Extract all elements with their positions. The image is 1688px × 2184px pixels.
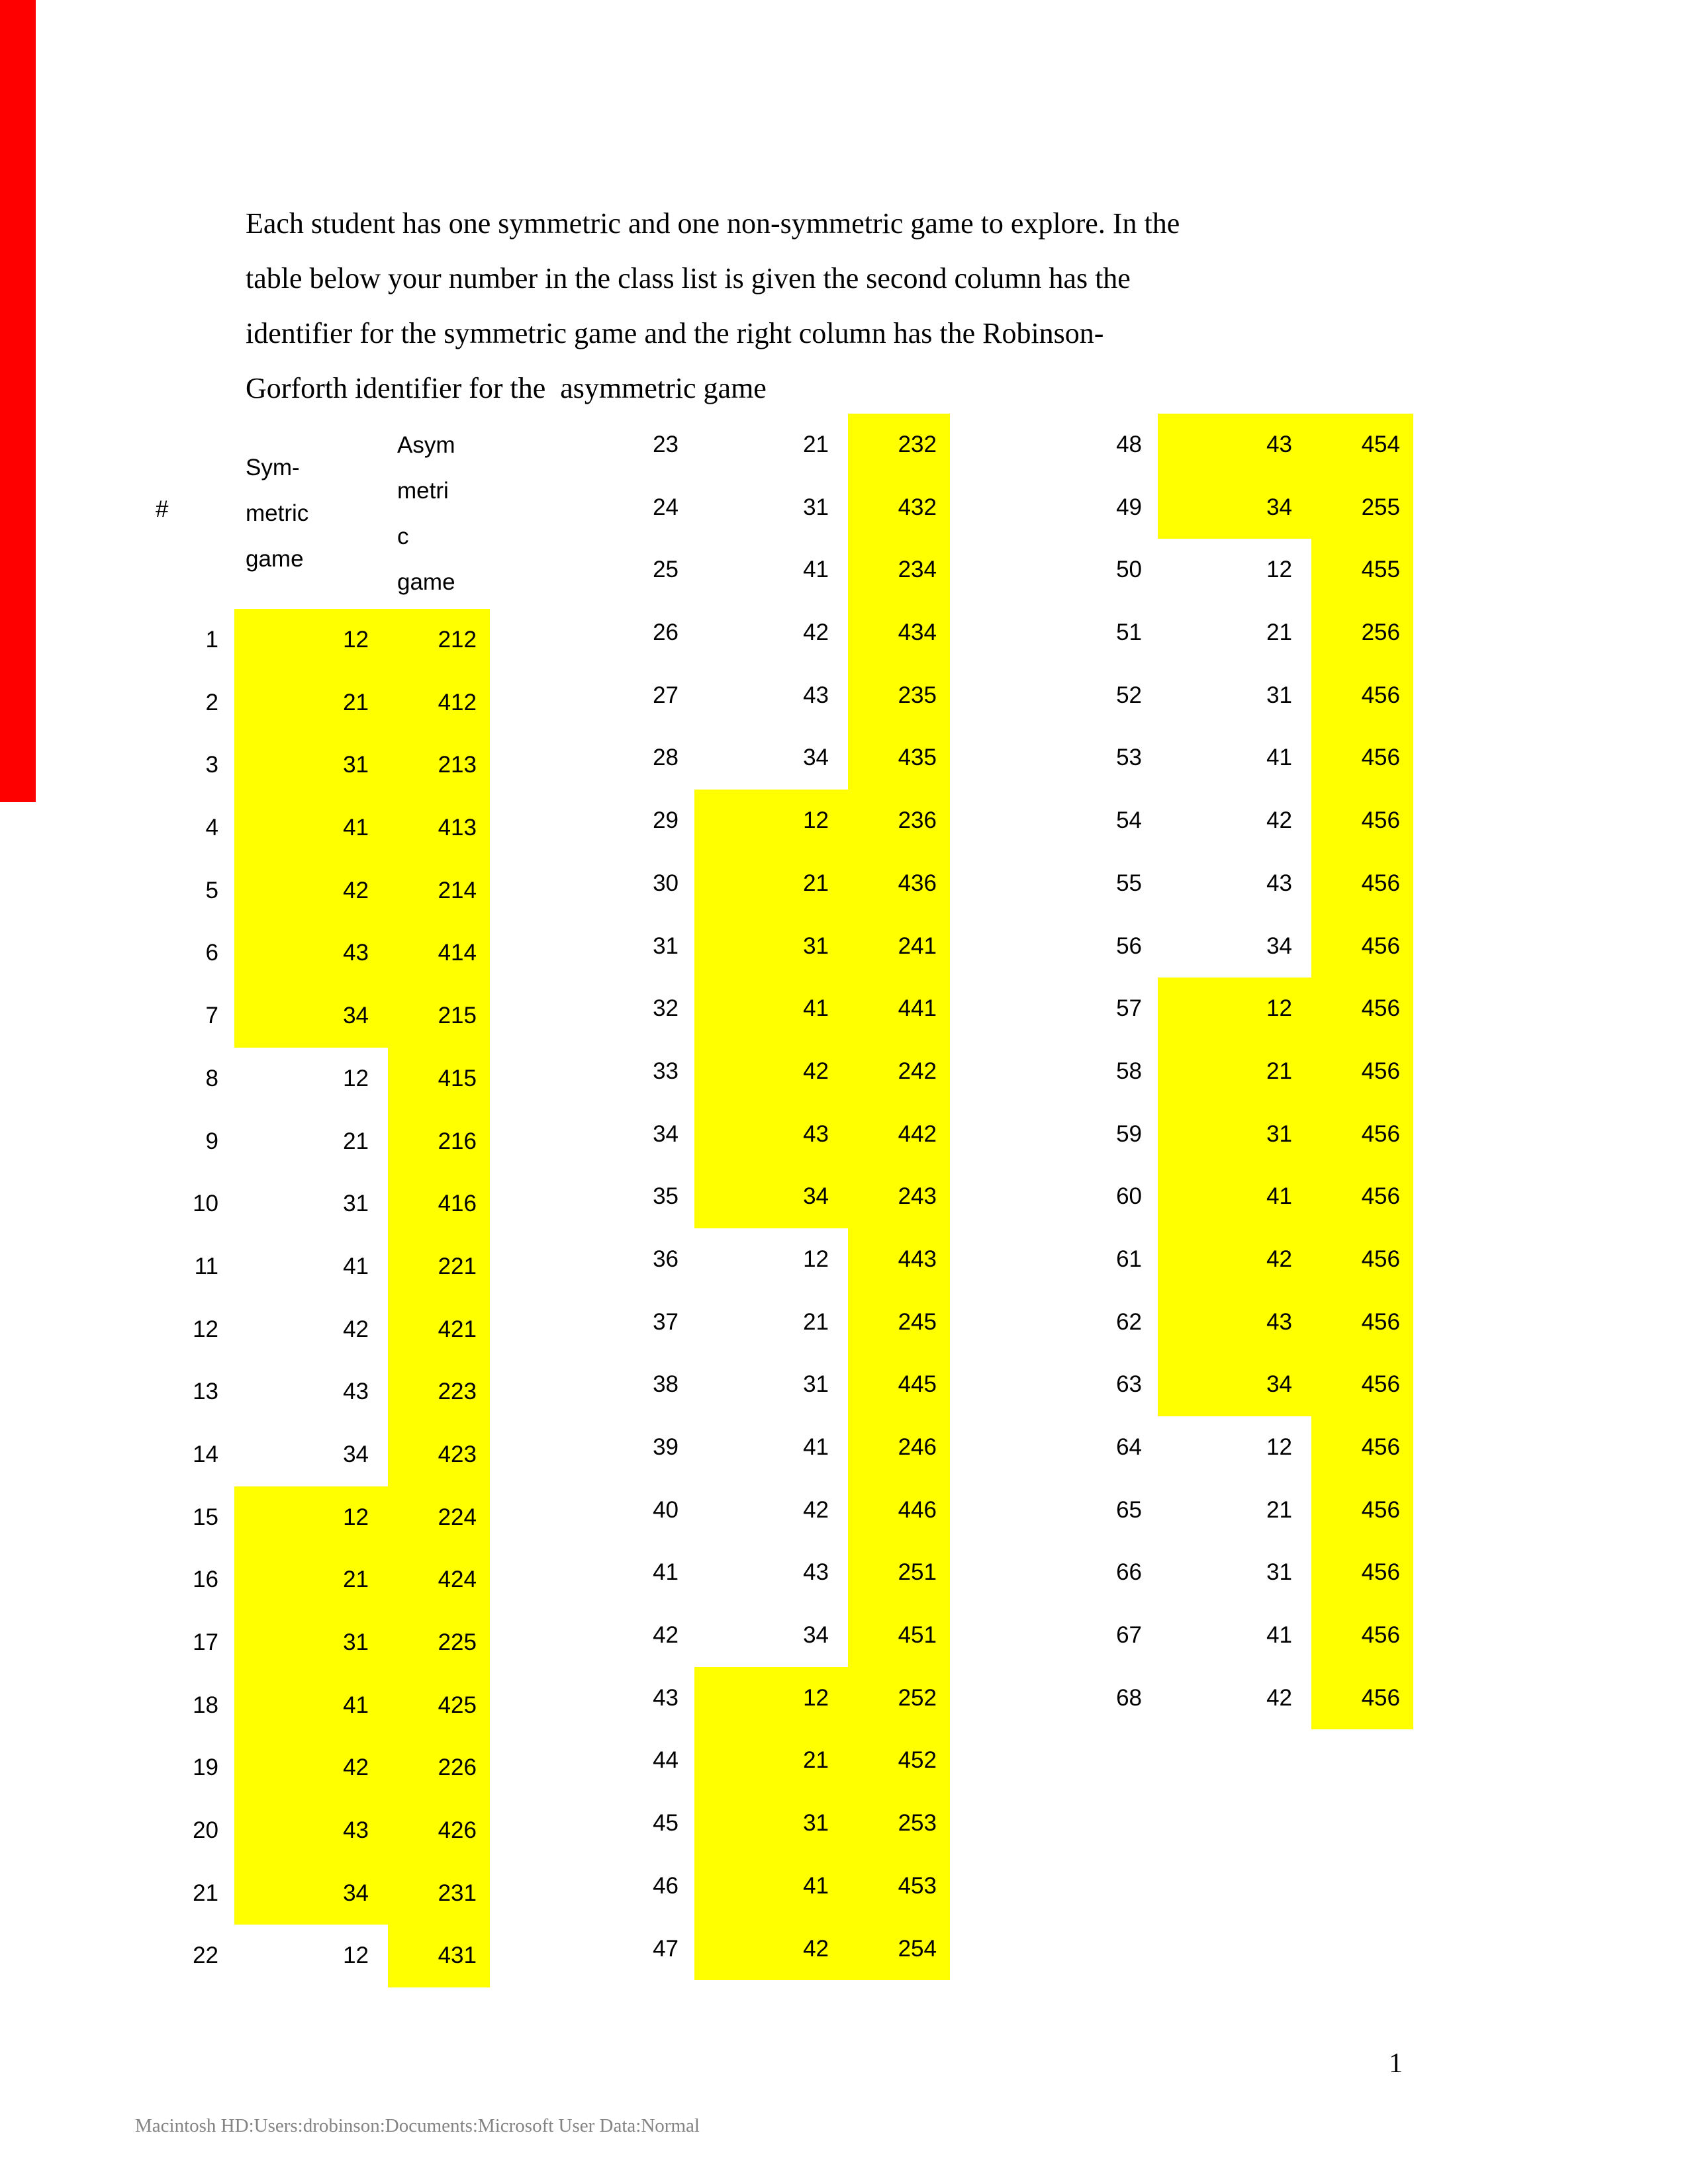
cell-symmetric-game: 34 (803, 745, 829, 771)
cell-asymmetric-game: 256 (1311, 602, 1413, 664)
cell-student-number: 25 (653, 557, 679, 583)
cell-symmetric-game: 21 (234, 672, 388, 735)
table-row (1023, 602, 1413, 664)
cell-symmetric-game: 43 (694, 1103, 848, 1166)
cell-symmetric-game: 41 (234, 1674, 388, 1737)
table-row (1023, 414, 1413, 477)
cell-student-number: 14 (193, 1441, 218, 1467)
cell-student-number: 6 (205, 940, 218, 966)
table-row (99, 1674, 490, 1737)
cell-student-number: 34 (653, 1120, 679, 1147)
table-row (1023, 915, 1413, 978)
cell-asymmetric-game: 214 (388, 860, 490, 923)
cell-student-number: 28 (653, 745, 679, 771)
cell-student-number: 59 (1116, 1120, 1142, 1147)
cell-student-number: 5 (205, 877, 218, 903)
cell-asymmetric-game: 415 (388, 1048, 490, 1111)
cell-student-number: 3 (205, 752, 218, 778)
cell-symmetric-game: 31 (803, 494, 829, 520)
table-row (99, 672, 490, 735)
cell-asymmetric-game: 434 (848, 602, 950, 664)
cell-student-number: 4 (205, 815, 218, 841)
revision-margin-bar (0, 0, 36, 802)
table-row (1023, 1228, 1413, 1291)
assignment-table-block-1 (99, 609, 490, 1987)
cell-asymmetric-game: 236 (848, 790, 950, 852)
column-header-asymmetric-game (397, 422, 455, 605)
cell-symmetric-game: 43 (234, 922, 388, 985)
column-header-number: # (156, 496, 169, 522)
cell-asymmetric-game: 456 (1311, 1353, 1413, 1416)
cell-student-number: 41 (653, 1559, 679, 1586)
cell-symmetric-game: 42 (343, 1316, 369, 1342)
cell-asymmetric-game: 445 (848, 1353, 950, 1416)
cell-symmetric-game: 21 (803, 432, 829, 457)
cell-student-number: 49 (1116, 494, 1142, 520)
table-row (559, 477, 950, 539)
header-line: metric (246, 500, 309, 526)
cell-asymmetric-game: 232 (848, 414, 950, 477)
table-row (559, 1792, 950, 1855)
cell-student-number: 11 (194, 1253, 218, 1279)
cell-symmetric-game: 43 (803, 682, 829, 708)
table-row (99, 1486, 490, 1549)
table-row (1023, 1479, 1413, 1542)
table-row (1023, 539, 1413, 602)
cell-asymmetric-game: 246 (848, 1416, 950, 1479)
cell-symmetric-game: 21 (1158, 1040, 1311, 1103)
cell-student-number: 42 (653, 1622, 679, 1649)
cell-asymmetric-game: 455 (1311, 539, 1413, 602)
table-row (99, 860, 490, 923)
table-row (1023, 1291, 1413, 1354)
cell-symmetric-game: 21 (234, 1549, 388, 1612)
cell-asymmetric-game: 456 (1311, 1479, 1413, 1542)
intro-line: Each student has one symmetric and one non-symmetric game to explore. In the (246, 207, 1180, 240)
table-row (99, 797, 490, 860)
cell-symmetric-game: 31 (803, 1371, 829, 1398)
cell-student-number: 31 (653, 933, 679, 959)
cell-symmetric-game: 43 (1266, 870, 1292, 896)
cell-student-number: 7 (205, 1003, 218, 1029)
cell-asymmetric-game: 451 (848, 1604, 950, 1667)
cell-student-number: 63 (1116, 1371, 1142, 1398)
cell-symmetric-game: 31 (234, 1612, 388, 1674)
cell-symmetric-game: 41 (803, 557, 829, 583)
cell-symmetric-game: 12 (343, 1942, 369, 1969)
cell-asymmetric-game: 456 (1311, 1416, 1413, 1479)
cell-student-number: 67 (1116, 1622, 1142, 1649)
cell-student-number: 38 (653, 1371, 679, 1398)
page-number: 1 (1389, 2048, 1403, 2079)
table-row (559, 790, 950, 852)
cell-asymmetric-game: 241 (848, 915, 950, 978)
table-row (559, 1291, 950, 1354)
cell-student-number: 64 (1116, 1434, 1142, 1460)
cell-symmetric-game: 31 (343, 1191, 369, 1217)
intro-paragraph (246, 196, 1180, 416)
cell-symmetric-game: 43 (343, 1379, 369, 1405)
cell-symmetric-game: 21 (803, 1308, 829, 1335)
cell-symmetric-game: 41 (343, 1253, 369, 1279)
table-row (1023, 1541, 1413, 1604)
cell-student-number: 19 (193, 1754, 218, 1781)
table-row (99, 985, 490, 1048)
cell-asymmetric-game: 223 (388, 1361, 490, 1424)
cell-asymmetric-game: 456 (1311, 1228, 1413, 1291)
cell-symmetric-game: 34 (694, 1165, 848, 1228)
table-row (1023, 790, 1413, 852)
cell-symmetric-game: 21 (1266, 1496, 1292, 1523)
cell-asymmetric-game: 456 (1311, 1604, 1413, 1667)
cell-asymmetric-game: 426 (388, 1799, 490, 1862)
table-row (99, 1549, 490, 1612)
table-row (99, 1298, 490, 1361)
cell-symmetric-game: 34 (234, 985, 388, 1048)
table-row (559, 852, 950, 915)
table-row (99, 1862, 490, 1925)
cell-student-number: 9 (205, 1128, 218, 1154)
cell-student-number: 8 (205, 1065, 218, 1091)
table-row (99, 1925, 490, 1987)
cell-symmetric-game: 12 (234, 609, 388, 672)
document-path-footer: Macintosh HD:Users:drobinson:Documents:Microsoft User Data:Normal (135, 2115, 700, 2136)
cell-symmetric-game: 42 (694, 1918, 848, 1981)
cell-student-number: 26 (653, 619, 679, 646)
cell-asymmetric-game: 442 (848, 1103, 950, 1166)
intro-line: table below your number in the class list is given the second column has the (246, 262, 1131, 295)
table-row (559, 1228, 950, 1291)
cell-asymmetric-game: 251 (848, 1541, 950, 1604)
cell-student-number: 32 (653, 995, 679, 1022)
cell-symmetric-game: 41 (694, 978, 848, 1040)
table-row (1023, 1667, 1413, 1730)
cell-symmetric-game: 21 (694, 852, 848, 915)
cell-symmetric-game: 31 (1158, 1103, 1311, 1166)
cell-symmetric-game: 31 (694, 1792, 848, 1855)
assignment-table-block-3 (1023, 414, 1413, 1729)
table-row (99, 1424, 490, 1486)
cell-asymmetric-game: 234 (848, 539, 950, 602)
table-row (99, 1612, 490, 1674)
cell-asymmetric-game: 443 (848, 1228, 950, 1291)
table-row (559, 1353, 950, 1416)
cell-asymmetric-game: 454 (1311, 414, 1413, 477)
header-line: Sym- (246, 455, 300, 480)
cell-symmetric-game: 12 (694, 1667, 848, 1730)
cell-student-number: 43 (653, 1684, 679, 1711)
cell-student-number: 30 (653, 870, 679, 896)
table-row (1023, 727, 1413, 790)
cell-asymmetric-game: 456 (1311, 1165, 1413, 1228)
cell-student-number: 65 (1116, 1496, 1142, 1523)
table-row (99, 1048, 490, 1111)
table-row (559, 414, 950, 477)
cell-asymmetric-game: 456 (1311, 1667, 1413, 1730)
column-header-symmetric-game (246, 445, 308, 582)
cell-student-number: 24 (653, 494, 679, 520)
cell-asymmetric-game: 225 (388, 1612, 490, 1674)
cell-asymmetric-game: 413 (388, 797, 490, 860)
cell-student-number: 46 (653, 1872, 679, 1899)
table-row (99, 1737, 490, 1799)
cell-student-number: 56 (1116, 933, 1142, 959)
table-row (559, 1667, 950, 1730)
cell-asymmetric-game: 255 (1311, 477, 1413, 539)
cell-student-number: 10 (193, 1191, 218, 1217)
header-line: Asym (397, 432, 455, 458)
cell-student-number: 21 (193, 1880, 218, 1906)
cell-student-number: 47 (653, 1935, 679, 1962)
cell-symmetric-game: 21 (343, 1128, 369, 1154)
cell-asymmetric-game: 456 (1311, 727, 1413, 790)
cell-symmetric-game: 12 (234, 1486, 388, 1549)
table-row (1023, 1604, 1413, 1667)
cell-asymmetric-game: 424 (388, 1549, 490, 1612)
cell-symmetric-game: 42 (803, 1496, 829, 1523)
cell-student-number: 17 (193, 1629, 218, 1655)
cell-student-number: 15 (193, 1504, 218, 1530)
cell-student-number: 66 (1116, 1559, 1142, 1586)
cell-student-number: 35 (653, 1183, 679, 1210)
cell-asymmetric-game: 242 (848, 1040, 950, 1103)
cell-asymmetric-game: 446 (848, 1479, 950, 1542)
cell-student-number: 52 (1116, 682, 1142, 708)
cell-student-number: 54 (1116, 807, 1142, 834)
cell-asymmetric-game: 412 (388, 672, 490, 735)
cell-symmetric-game: 42 (1158, 1228, 1311, 1291)
cell-asymmetric-game: 456 (1311, 852, 1413, 915)
table-row (559, 1918, 950, 1981)
cell-asymmetric-game: 253 (848, 1792, 950, 1855)
cell-symmetric-game: 42 (1266, 807, 1292, 834)
cell-student-number: 48 (1116, 432, 1142, 457)
cell-student-number: 16 (193, 1567, 218, 1593)
cell-asymmetric-game: 441 (848, 978, 950, 1040)
cell-symmetric-game: 41 (1266, 745, 1292, 771)
table-row (559, 1165, 950, 1228)
header-line: c (397, 523, 409, 549)
cell-student-number: 18 (193, 1692, 218, 1718)
cell-symmetric-game: 42 (234, 1737, 388, 1799)
cell-symmetric-game: 42 (694, 1040, 848, 1103)
cell-symmetric-game: 34 (234, 1862, 388, 1925)
cell-asymmetric-game: 252 (848, 1667, 950, 1730)
cell-student-number: 36 (653, 1246, 679, 1272)
table-row (559, 1040, 950, 1103)
cell-student-number: 37 (653, 1308, 679, 1335)
table-row (99, 734, 490, 797)
cell-asymmetric-game: 423 (388, 1424, 490, 1486)
intro-line: Gorforth identifier for the asymmetric game (246, 372, 767, 404)
table-row (559, 1604, 950, 1667)
table-row (1023, 1165, 1413, 1228)
cell-symmetric-game: 12 (1266, 1434, 1292, 1460)
cell-symmetric-game: 31 (1266, 682, 1292, 708)
cell-student-number: 20 (193, 1817, 218, 1844)
table-row (559, 1416, 950, 1479)
cell-symmetric-game: 34 (1158, 1353, 1311, 1416)
cell-student-number: 13 (193, 1379, 218, 1405)
cell-symmetric-game: 43 (1158, 414, 1311, 477)
cell-asymmetric-game: 216 (388, 1111, 490, 1173)
cell-student-number: 51 (1116, 619, 1142, 646)
cell-symmetric-game: 31 (1266, 1559, 1292, 1586)
cell-asymmetric-game: 421 (388, 1298, 490, 1361)
cell-asymmetric-game: 226 (388, 1737, 490, 1799)
table-row (1023, 1416, 1413, 1479)
header-line: game (246, 546, 304, 572)
cell-asymmetric-game: 431 (388, 1925, 490, 1987)
cell-student-number: 62 (1116, 1308, 1142, 1335)
cell-symmetric-game: 41 (803, 1434, 829, 1460)
cell-asymmetric-game: 212 (388, 609, 490, 672)
table-row (559, 978, 950, 1040)
table-row (1023, 1040, 1413, 1103)
table-row (99, 1236, 490, 1298)
table-row (99, 1111, 490, 1173)
header-line: game (397, 569, 455, 595)
cell-student-number: 27 (653, 682, 679, 708)
cell-symmetric-game: 12 (343, 1065, 369, 1091)
table-row (1023, 852, 1413, 915)
table-row (1023, 477, 1413, 539)
cell-student-number: 33 (653, 1058, 679, 1084)
cell-student-number: 57 (1116, 995, 1142, 1022)
table-row (99, 922, 490, 985)
cell-student-number: 55 (1116, 870, 1142, 896)
cell-asymmetric-game: 456 (1311, 1541, 1413, 1604)
cell-asymmetric-game: 453 (848, 1855, 950, 1918)
cell-asymmetric-game: 254 (848, 1918, 950, 1981)
table-row (99, 1799, 490, 1862)
cell-asymmetric-game: 235 (848, 664, 950, 727)
cell-asymmetric-game: 436 (848, 852, 950, 915)
cell-asymmetric-game: 213 (388, 734, 490, 797)
cell-student-number: 60 (1116, 1183, 1142, 1210)
cell-symmetric-game: 43 (803, 1559, 829, 1586)
cell-asymmetric-game: 231 (388, 1862, 490, 1925)
cell-asymmetric-game: 456 (1311, 664, 1413, 727)
cell-asymmetric-game: 456 (1311, 790, 1413, 852)
cell-symmetric-game: 43 (234, 1799, 388, 1862)
cell-student-number: 29 (653, 807, 679, 834)
cell-symmetric-game: 21 (694, 1729, 848, 1792)
cell-student-number: 2 (205, 689, 218, 715)
table-row (1023, 1103, 1413, 1166)
cell-symmetric-game: 12 (694, 790, 848, 852)
cell-student-number: 1 (205, 627, 218, 653)
cell-student-number: 12 (193, 1316, 218, 1342)
cell-asymmetric-game: 215 (388, 985, 490, 1048)
header-line: metri (397, 478, 449, 504)
table-row (99, 609, 490, 672)
cell-asymmetric-game: 456 (1311, 1103, 1413, 1166)
table-row (559, 1541, 950, 1604)
table-row (1023, 978, 1413, 1040)
table-row (559, 727, 950, 790)
cell-student-number: 40 (653, 1496, 679, 1523)
cell-symmetric-game: 42 (234, 860, 388, 923)
cell-student-number: 61 (1116, 1246, 1142, 1272)
cell-asymmetric-game: 425 (388, 1674, 490, 1737)
cell-symmetric-game: 34 (803, 1622, 829, 1649)
cell-asymmetric-game: 435 (848, 727, 950, 790)
cell-student-number: 39 (653, 1434, 679, 1460)
table-row (99, 1173, 490, 1236)
cell-asymmetric-game: 456 (1311, 915, 1413, 978)
cell-asymmetric-game: 245 (848, 1291, 950, 1354)
cell-student-number: 68 (1116, 1684, 1142, 1711)
cell-symmetric-game: 42 (1266, 1684, 1292, 1711)
cell-asymmetric-game: 221 (388, 1236, 490, 1298)
cell-student-number: 45 (653, 1810, 679, 1837)
cell-student-number: 58 (1116, 1058, 1142, 1084)
table-row (559, 915, 950, 978)
table-row (99, 1361, 490, 1424)
cell-student-number: 44 (653, 1747, 679, 1774)
cell-symmetric-game: 12 (1266, 557, 1292, 583)
table-row (559, 1103, 950, 1166)
assignment-table-block-2 (559, 414, 950, 1980)
table-row (559, 1479, 950, 1542)
cell-student-number: 53 (1116, 745, 1142, 771)
cell-asymmetric-game: 456 (1311, 978, 1413, 1040)
intro-line: identifier for the symmetric game and the right column has the Robinson- (246, 317, 1104, 349)
cell-symmetric-game: 31 (694, 915, 848, 978)
table-row (1023, 1353, 1413, 1416)
cell-asymmetric-game: 224 (388, 1486, 490, 1549)
cell-symmetric-game: 31 (234, 734, 388, 797)
cell-symmetric-game: 21 (1266, 619, 1292, 646)
cell-student-number: 50 (1116, 557, 1142, 583)
cell-student-number: 22 (193, 1942, 218, 1969)
cell-symmetric-game: 12 (1158, 978, 1311, 1040)
cell-asymmetric-game: 456 (1311, 1040, 1413, 1103)
cell-symmetric-game: 41 (694, 1855, 848, 1918)
cell-asymmetric-game: 432 (848, 477, 950, 539)
cell-symmetric-game: 42 (803, 619, 829, 646)
cell-asymmetric-game: 456 (1311, 1291, 1413, 1354)
table-row (559, 664, 950, 727)
cell-symmetric-game: 34 (1266, 933, 1292, 959)
cell-symmetric-game: 34 (343, 1441, 369, 1467)
table-row (559, 1729, 950, 1792)
table-row (559, 539, 950, 602)
cell-symmetric-game: 43 (1158, 1291, 1311, 1354)
cell-symmetric-game: 41 (234, 797, 388, 860)
cell-asymmetric-game: 416 (388, 1173, 490, 1236)
table-row (1023, 664, 1413, 727)
cell-asymmetric-game: 414 (388, 922, 490, 985)
cell-symmetric-game: 41 (1266, 1622, 1292, 1649)
cell-symmetric-game: 12 (803, 1246, 829, 1272)
cell-asymmetric-game: 452 (848, 1729, 950, 1792)
cell-symmetric-game: 34 (1158, 477, 1311, 539)
cell-symmetric-game: 41 (1158, 1165, 1311, 1228)
cell-asymmetric-game: 243 (848, 1165, 950, 1228)
table-row (559, 602, 950, 664)
cell-student-number: 23 (653, 432, 679, 457)
table-row (559, 1855, 950, 1918)
